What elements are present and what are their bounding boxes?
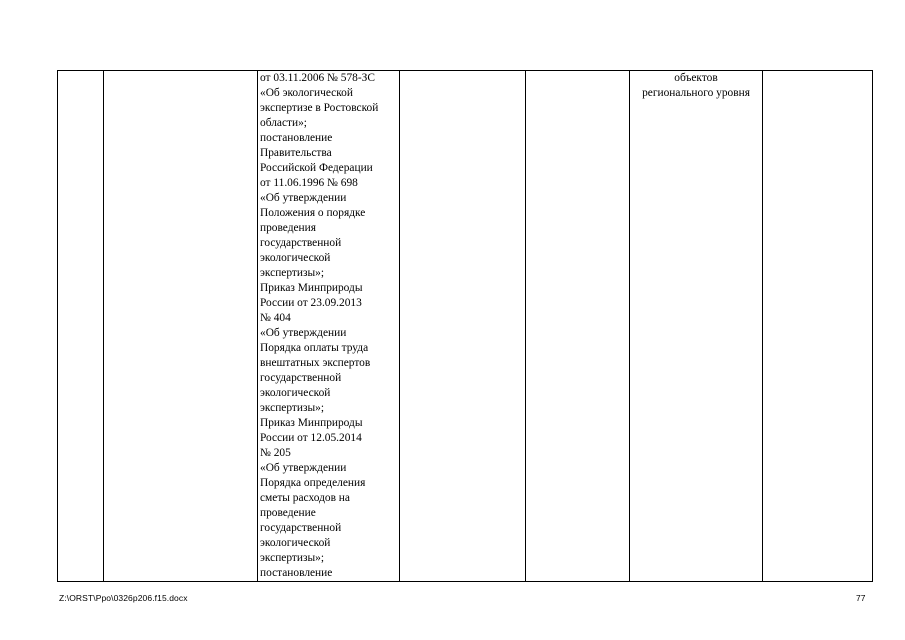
text-line: государственной bbox=[260, 237, 342, 249]
table-cell-col5 bbox=[526, 71, 630, 582]
text-line: «Об утверждении bbox=[260, 192, 347, 204]
text-line: «Об утверждении bbox=[260, 327, 347, 339]
table-cell-number bbox=[58, 71, 104, 582]
table-cell-col7 bbox=[763, 71, 873, 582]
text-line: Приказ Минприроды bbox=[260, 417, 363, 429]
text-line: государственной bbox=[260, 372, 342, 384]
text-line: «Об утверждении bbox=[260, 462, 347, 474]
text-line: экспертизе в Ростовской bbox=[260, 102, 379, 114]
text-line: № 205 bbox=[260, 447, 291, 459]
text-line: № 404 bbox=[260, 312, 291, 324]
footer-page-number: 77 bbox=[856, 593, 866, 603]
legal-basis-text bbox=[258, 71, 399, 581]
table-cell-name bbox=[104, 71, 258, 582]
text-line: Правительства bbox=[260, 147, 332, 159]
text-line: Положения о порядке bbox=[260, 207, 366, 219]
table-cell-col4 bbox=[400, 71, 526, 582]
text-line: постановление bbox=[260, 567, 333, 579]
text-line: России от 12.05.2014 bbox=[260, 432, 362, 444]
text-line: экспертизы»; bbox=[260, 402, 324, 414]
text-line: экспертизы»; bbox=[260, 267, 324, 279]
text-line: проведения bbox=[260, 222, 316, 234]
text-line: Порядка определения bbox=[260, 477, 366, 489]
table-cell-legal-basis bbox=[258, 71, 400, 582]
text-line: регионального уровня bbox=[642, 87, 750, 99]
text-line: экологической bbox=[260, 252, 331, 264]
text-line: от 03.11.2006 № 578-ЗС bbox=[260, 72, 375, 84]
text-line: экспертизы»; bbox=[260, 552, 324, 564]
text-line: объектов bbox=[674, 72, 718, 84]
text-line: экологической bbox=[260, 387, 331, 399]
text-line: Российской Федерации bbox=[260, 162, 373, 174]
text-line: постановление bbox=[260, 132, 333, 144]
document-table bbox=[57, 70, 873, 582]
text-line: Порядка оплаты труда bbox=[260, 342, 369, 354]
table-cell-col6 bbox=[630, 71, 763, 582]
footer-file-path: Z:\ORST\Ppo\0326p206.f15.docx bbox=[59, 593, 188, 603]
table-row bbox=[58, 71, 873, 582]
text-line: Приказ Минприроды bbox=[260, 282, 363, 294]
object-level-text bbox=[630, 71, 762, 101]
text-line: сметы расходов на bbox=[260, 492, 350, 504]
text-line: проведение bbox=[260, 507, 316, 519]
text-line: экологической bbox=[260, 537, 331, 549]
text-line: области»; bbox=[260, 117, 307, 129]
text-line: внештатных экспертов bbox=[260, 357, 371, 369]
text-line: от 11.06.1996 № 698 bbox=[260, 177, 358, 189]
text-line: государственной bbox=[260, 522, 342, 534]
text-line: России от 23.09.2013 bbox=[260, 297, 362, 309]
text-line: «Об экологической bbox=[260, 87, 353, 99]
